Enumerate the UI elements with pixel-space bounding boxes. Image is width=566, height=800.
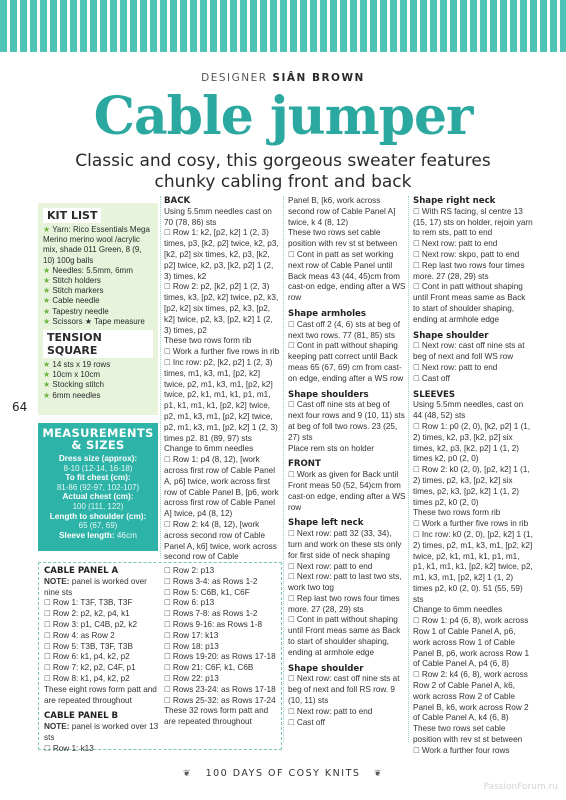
sleeve-label: Sleeve length: — [59, 530, 115, 540]
cable-panel-a-rows — [44, 598, 160, 684]
cable-row: ☐ Row 17: k13 — [164, 631, 280, 642]
cable-row: ☐ Row 22: p13 — [164, 674, 280, 685]
cable-row: ☐ Rows 19-20: as Rows 17-18 — [164, 652, 280, 663]
kit-list-panel — [38, 203, 158, 415]
kit-item-text: Needles: 5.5mm, 6mm — [52, 265, 133, 275]
shoulder-heading: Shape shoulder — [288, 663, 364, 674]
kit-list-items — [43, 225, 153, 327]
cable-panel-a-footer: These eight rows form patt and are repeated throughout — [44, 684, 157, 705]
cable-row: ☐ Row 5: T3B, T3F, T3B — [44, 642, 160, 653]
instruction-line: ☐ Next row: skpo, patt to end — [413, 250, 533, 261]
footer-text: 100 DAYS OF COSY KNITS — [205, 768, 361, 779]
instruction-line: ☐ Work a further four rows — [413, 746, 533, 757]
sleeve-value: 46cm — [116, 530, 137, 540]
tension-item-text: 10cm x 10cm — [52, 370, 100, 380]
instruction-line: Place rem sts on holder — [288, 443, 375, 453]
instruction-line: These two rows form rib — [413, 508, 501, 518]
measurements-panel — [38, 423, 158, 551]
instruction-line: ☐ Row 1: p0 (2, 0), [k2, p2] 1 (1, 2) times, k2, p3, [k2, p2] six times, k2, p3, [k2, p2] 1 (1, 2) times k2, p0 (2, 0) — [413, 422, 533, 465]
instruction-line: ☐ Cont in patt without shaping keeping patt correct until Back meas 65 (67, 69) cm from cast-on edge, ending after a WS row — [288, 341, 406, 384]
tension-item — [43, 360, 153, 370]
instruction-line: Using 5.5mm needles, cast on 44 (48, 52) sts — [413, 400, 524, 421]
instruction-line: ☐ Next row: cast off nine sts at beg of next and foll RS row. 9 (10, 11) sts — [288, 674, 406, 706]
kit-item — [43, 266, 153, 276]
cable-panel-a — [44, 566, 160, 755]
leaf-icon: ❦ — [182, 769, 193, 779]
tension-item-text: 14 sts x 19 rows — [52, 360, 111, 370]
cable-panel-b-heading: CABLE PANEL B — [44, 711, 119, 722]
shoulder-instructions — [413, 341, 533, 384]
instruction-line: ☐ Next row: patt to end — [413, 363, 533, 374]
star-icon: ★ — [43, 276, 53, 286]
cable-row: ☐ Row 1: k13 — [44, 744, 160, 755]
instruction-line: ☐ Next row: cast off nine sts at beg of next and foll WS row — [413, 341, 533, 363]
cable-panel-b-rows-continued — [164, 566, 280, 706]
instruction-line: ☐ Next row: patt to end — [288, 562, 406, 573]
instruction-line: ☐ With RS facing, sl centre 13 (15, 17) sts on holder, rejoin yarn to rem sts, patt to end — [413, 207, 533, 239]
cable-row: ☐ Row 2: p2, k2, p4, k1 — [44, 609, 160, 620]
instruction-line: ☐ Row 1: k2, [p2, k2] 1 (2, 3) times, p3, [k2, p2] twice, k2, p3, [k2, p2] six times, k2, p3, [k2, p2] twice, k2, p3, [k2, p2] 1 (2, 3) times, k2 — [164, 228, 280, 282]
instruction-line: ☐ Rep last two rows four times more. 27 (28, 29) sts — [413, 261, 533, 283]
cable-row: ☐ Row 18: p13 — [164, 642, 280, 653]
instruction-line: Change to 6mm needles — [164, 444, 254, 454]
star-icon: ★ — [43, 360, 53, 370]
kit-item — [43, 286, 153, 296]
designer-prefix: DESIGNER — [201, 72, 268, 84]
instruction-line: These two rows set cable position with rev st st between — [413, 724, 523, 745]
note-text: panel is worked over 13 sts — [44, 722, 159, 742]
length-value: 65 (67, 69) — [78, 521, 118, 531]
actual-chest-value: 100 (111, 122) — [72, 501, 124, 511]
cable-panel-b-rows — [44, 744, 160, 755]
back-instructions — [164, 207, 280, 563]
instruction-line: ☐ Row 2: k4 (8, 12), [work across second row of Cable Panel A, k6] twice, work across second row of Cable — [164, 520, 280, 563]
dress-size-value: 8-10 (12-14, 16-18) — [63, 463, 133, 473]
shoulder-instructions — [288, 674, 406, 728]
sleeves-instructions — [413, 400, 533, 756]
kit-item-text: Scissors ★ Tape measure — [52, 316, 145, 326]
shoulder-heading: Shape shoulder — [413, 330, 489, 341]
cable-row: ☐ Rows 23-24: as Rows 17-18 — [164, 685, 280, 696]
cable-row: ☐ Row 8: k1, p4, k2, p2 — [44, 674, 160, 685]
cable-panel-a-heading: CABLE PANEL A — [44, 566, 119, 576]
instruction-line: ☐ Next row: patt to end — [288, 707, 406, 718]
instruction-line: ☐ Cont in patt without shaping until Front meas same as Back to start of shoulder shaping, ending at armhole edge — [413, 282, 533, 325]
right-neck-heading: Shape right neck — [413, 196, 496, 206]
kit-list-title: KIT LIST — [43, 208, 101, 223]
instruction-line: ☐ Inc row: p2, [k2, p2] 1 (2, 3) times, m1, k3, m1, [p2, k2] twice, p2, m1, k3, m1, [p2, k2] twice, p2, k1, m1, k1, p1, m1, p1, k1, m1, k1, [p2, k2] twice, p2, m1, k3, m1, [p2, k2] twice, p2, m1, k3, m1, [p2, k2] 1 (2, 3) times p2. 81 (89, 97) sts — [164, 358, 280, 444]
tension-square-title: TENSION SQUARE — [43, 330, 153, 358]
kit-item-text: Cable needle — [52, 296, 100, 306]
cable-row: ☐ Row 21: C6F, k1, C6B — [164, 663, 280, 674]
left-neck-instructions — [288, 529, 406, 659]
cable-row: ☐ Rows 7-8: as Rows 1-2 — [164, 609, 280, 620]
star-icon: ★ — [43, 390, 53, 400]
kit-item — [43, 317, 153, 327]
instruction-line: ☐ Row 1: p4 (8, 12), [work across first row of Cable Panel A, p6] twice, work across first row of Cable Panel B, [p6, work across first row of Cable Panel A] twice, p4 (8, 12) — [164, 455, 280, 520]
instruction-line: ☐ Next row: patt to end — [413, 239, 533, 250]
cable-row: ☐ Rows 25-32: as Rows 17-24 — [164, 696, 280, 707]
armholes-instructions — [288, 320, 406, 385]
shoulders-heading: Shape shoulders — [288, 389, 369, 400]
instruction-line: ☐ Work a further five rows in rib — [164, 347, 280, 358]
star-icon: ★ — [43, 225, 53, 234]
star-icon: ★ — [43, 370, 53, 380]
cable-row: ☐ Row 1: T3F, T3B, T3F — [44, 598, 160, 609]
kit-item — [43, 307, 153, 317]
front-heading: FRONT — [288, 459, 321, 470]
note-text: panel is worked over nine sts — [44, 576, 147, 597]
tension-item — [43, 391, 153, 401]
cable-panel-b-continued — [164, 566, 280, 728]
instruction-line: Change to 6mm needles — [413, 605, 503, 615]
cable-row: ☐ Row 4: as Row 2 — [44, 631, 160, 642]
instruction-line: ☐ Cont in patt without shaping until Front meas same as Back to start of shoulder shaping, ending at armhole edge — [288, 615, 406, 658]
star-icon: ★ — [43, 316, 53, 326]
instruction-line: ☐ Next row: patt 32 (33, 34), turn and work on these sts only for first side of neck shaping — [288, 529, 406, 561]
instruction-line: ☐ Cast off nine sts at beg of next four rows and 9 (10, 11) sts at beg of foll two rows. 23 (25, 27) sts — [288, 400, 406, 443]
instruction-line: ☐ Work a further five rows in rib — [413, 519, 533, 530]
kit-item-text: Stitch markers — [52, 286, 104, 296]
decorative-stripe-banner — [0, 0, 566, 54]
instruction-line: ☐ Rep last two rows four times more. 27 (28, 29) sts — [288, 594, 406, 616]
actual-chest-label: Actual chest (cm): — [62, 492, 134, 502]
page-title: Cable jumper — [93, 86, 473, 147]
instruction-line: ☐ Row 1: p4 (6, 8), work across Row 1 of Cable Panel A, p6, work across Row 1 of Cable Panel B, p6, work across Row 1 of Cable Panel A, p4 (6, 8) — [413, 616, 533, 670]
cable-row: ☐ Rows 9-16: as Rows 1-8 — [164, 620, 280, 631]
cable-row: ☐ Row 5: C6B, k1, C6F — [164, 588, 280, 599]
watermark: PassionForum.ru — [483, 782, 558, 792]
note-label: NOTE: — [44, 576, 70, 586]
chest-value: 81-86 (92-97, 102-107) — [56, 482, 140, 492]
tension-item — [43, 370, 153, 380]
cable-row: ☐ Row 2: p13 — [164, 566, 280, 577]
column-divider — [283, 196, 284, 742]
back-heading: BACK — [164, 196, 191, 206]
kit-item-text: Stitch holders — [52, 276, 101, 286]
cable-row: ☐ Row 7: k2, p2, C4F, p1 — [44, 663, 160, 674]
back-section — [164, 196, 280, 563]
front-section — [288, 196, 406, 728]
tension-item-text: 6mm needles — [52, 390, 101, 400]
kit-item-text: Yarn: Rico Essentials Mega Merino merino wool /acrylic mix, shade 011 Green, 8 (9, 10) 100g balls — [43, 225, 150, 265]
note-label: NOTE: — [44, 722, 70, 732]
tension-item-text: Stocking stitch — [52, 380, 104, 390]
length-label: Length to shoulder (cm): — [49, 511, 147, 521]
star-icon: ★ — [43, 265, 53, 275]
kit-item-text: Tapestry needle — [52, 306, 109, 316]
designer-name: SIÂN BROWN — [272, 72, 365, 84]
star-icon: ★ — [43, 296, 53, 306]
right-neck-instructions — [413, 207, 533, 326]
column-divider — [160, 196, 161, 558]
cable-panel-b-footer: These 32 rows form patt and are repeated throughout — [164, 706, 269, 727]
column-divider — [408, 196, 409, 742]
instruction-line: ☐ Row 2: p2, [k2, p2] 1 (2, 3) times, k3, [p2, k2] twice, p2, k3, [p2, k2] six times, p2, k3, [p2, k2] twice, p2, k3, [p2, k2] 1 (2, 3) times, p2 — [164, 282, 280, 336]
instruction-line: ☐ Row 2: k4 (6, 8), work across Row 2 of Cable Panel A, k6, work across Row 2 of Cable Panel B, k6, work across Row 2 of Cable Panel A, k4 (6, 8) — [413, 670, 533, 724]
cable-row: ☐ Rows 3-4: as Rows 1-2 — [164, 577, 280, 588]
page-footer — [0, 768, 566, 779]
instruction-line: These two rows set cable position with rev st st between — [288, 228, 398, 249]
armholes-heading: Shape armholes — [288, 308, 366, 319]
leaf-icon: ❦ — [373, 769, 384, 779]
page-number: 64 — [12, 400, 28, 414]
instruction-line: Using 5.5mm needles cast on 70 (78, 86) sts — [164, 206, 272, 227]
sleeves-heading: SLEEVES — [413, 389, 456, 400]
instruction-line: ☐ Cast off 2 (4, 6) sts at beg of next two rows. 77 (81, 85) sts — [288, 320, 406, 342]
instruction-line: ☐ Row 2: k0 (2, 0), [p2, k2] 1 (1, 2) times, p2, k3, [p2, k2] six times, p2, k3, [p2, k2] 1 (1, 2) times p2, k0 (2, 0) — [413, 465, 533, 508]
cable-row: ☐ Row 6: p13 — [164, 598, 280, 609]
instruction-line: ☐ Inc row: k0 (2, 0), [p2, k2] 1 (1, 2) times, p2, m1, k3, m1, [p2, k2] twice, p2, k1, m1, k1, p1, m1, p1, k1, m1, k1, [p2, k2] twice, p2, m1, k3, m1, [p2, k2] 1 (1, 2) times p2, k0 (2, 0). 51 (55, 59) sts — [413, 530, 533, 606]
front-instructions — [288, 470, 406, 513]
sleeve-length — [41, 531, 155, 541]
star-icon: ★ — [43, 380, 53, 390]
tension-item — [43, 380, 153, 390]
left-neck-heading: Shape left neck — [288, 518, 364, 529]
cable-panel-b-note — [44, 722, 160, 744]
kit-item — [43, 296, 153, 306]
instruction-line: Panel B, [k6, work across second row of Cable Panel A] twice, k 4 (8, 12) — [288, 196, 396, 227]
shoulders-instructions — [288, 400, 406, 454]
instruction-line: ☐ Cont in patt as set working next row of Cable Panel until Back meas 43 (44, 45)cm from cast-on edge, ending after a WS row — [288, 250, 406, 304]
cable-row: ☐ Row 3: p1, C4B, p2, k2 — [44, 620, 160, 631]
chest-label: To fit chest (cm): — [65, 473, 131, 483]
dress-size-label: Dress size (approx): — [58, 454, 138, 463]
tension-square-items — [43, 360, 153, 401]
kit-item — [43, 276, 153, 286]
designer-credit — [0, 72, 566, 84]
instruction-line: ☐ Cast off — [288, 718, 406, 729]
sleeves-section — [413, 196, 533, 757]
kit-item — [43, 225, 153, 266]
cable-panel-a-note — [44, 577, 160, 599]
cable-row: ☐ Row 6: k1, p4, k2, p2 — [44, 652, 160, 663]
measurements-title: MEASUREMENTS & SIZES — [42, 426, 154, 452]
instruction-line: ☐ Next row: patt to last two sts, work two tog — [288, 572, 406, 594]
back-continued — [288, 196, 406, 304]
instruction-line: ☐ Work as given for Back until Front meas 50 (52, 54)cm from cast-on edge, ending after a WS row — [288, 470, 406, 513]
instruction-line: These two rows form rib — [164, 336, 252, 346]
instruction-line: ☐ Cast off — [413, 374, 533, 385]
star-icon: ★ — [43, 306, 53, 316]
page-subtitle: Classic and cosy, this gorgeous sweater features chunky cabling front and back — [75, 151, 491, 192]
star-icon: ★ — [43, 286, 53, 296]
